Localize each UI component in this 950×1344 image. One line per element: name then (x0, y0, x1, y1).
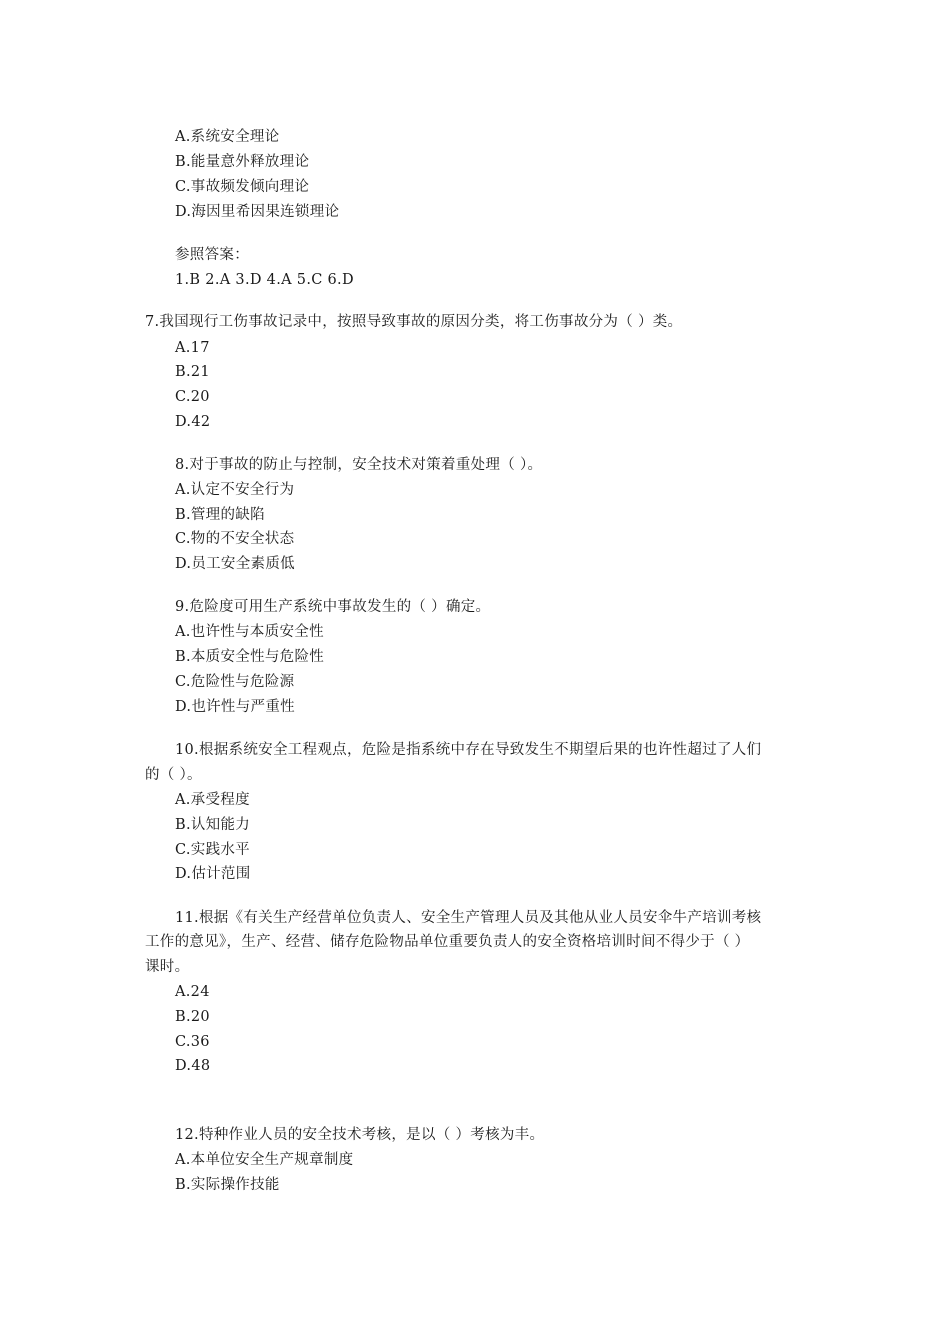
reference-label: 参照答案： (175, 247, 249, 263)
question-text: 10.根据系统安全工程观点，危险是指系统中存在导致发生不期望后果的也许性超过了人们 (175, 742, 762, 758)
question-text: 12.特种作业人员的安全技术考核，是以（ ）考核为丰。 (175, 1127, 545, 1143)
option-item: D.也许性与严重性 (175, 699, 295, 715)
question-text: 工作的意见》，生产、经营、储存危险物品单位重要负责人的安全资格培训时间不得少于（ ） (145, 934, 750, 950)
option-item: A.认定不安全行为 (175, 482, 295, 498)
question-text: 课时。 (145, 959, 190, 975)
option-item: C.36 (175, 1034, 210, 1050)
option-item: B.管理的缺陷 (175, 507, 265, 523)
question-text: 9.危险度可用生产系统中事故发生的（ ）确定。 (175, 599, 491, 615)
option-item: C.实践水平 (175, 842, 250, 858)
question-text: 的（ ）。 (145, 767, 202, 783)
option-item: B.21 (175, 364, 210, 380)
option-item: A.承受程度 (175, 792, 250, 808)
option-item: C.20 (175, 389, 210, 405)
option-item: A.系统安全理论 (175, 129, 280, 145)
option-item: D.海因里希因果连锁理论 (175, 204, 340, 220)
option-item: C.物的不安全状态 (175, 531, 295, 547)
option-item: A.17 (175, 340, 210, 356)
reference-answers: 1.B 2.A 3.D 4.A 5.C 6.D (175, 272, 354, 288)
question-text: 8.对于事故的防止与控制，安全技术对策着重处理（ ）。 (175, 457, 543, 473)
option-item: B.能量意外释放理论 (175, 154, 310, 170)
option-item: D.48 (175, 1058, 211, 1074)
question-text: 11.根据《有关生产经营单位负责人、安全生产管理人员及其他从业人员安伞牛产培训考核 (175, 910, 762, 926)
option-item: C.危险性与危险源 (175, 674, 295, 690)
option-item: A.也许性与本质安全性 (175, 624, 324, 640)
option-item: B.20 (175, 1009, 210, 1025)
option-item: B.认知能力 (175, 817, 251, 833)
option-item: C.事故频发倾向理论 (175, 179, 310, 195)
option-item: D.员工安全素质低 (175, 556, 295, 572)
option-item: B.实际操作技能 (175, 1177, 280, 1193)
option-item: A.24 (175, 984, 210, 1000)
option-item: D.42 (175, 414, 211, 430)
option-item: A.本单位安全生产规章制度 (175, 1152, 354, 1168)
option-item: B.本质安全性与危险性 (175, 649, 325, 665)
question-text: 7.我国现行工伤事故记录中，按照导致事故的原因分类，将工伤事故分为（ ）类。 (145, 314, 683, 330)
option-item: D.估计范围 (175, 866, 251, 882)
